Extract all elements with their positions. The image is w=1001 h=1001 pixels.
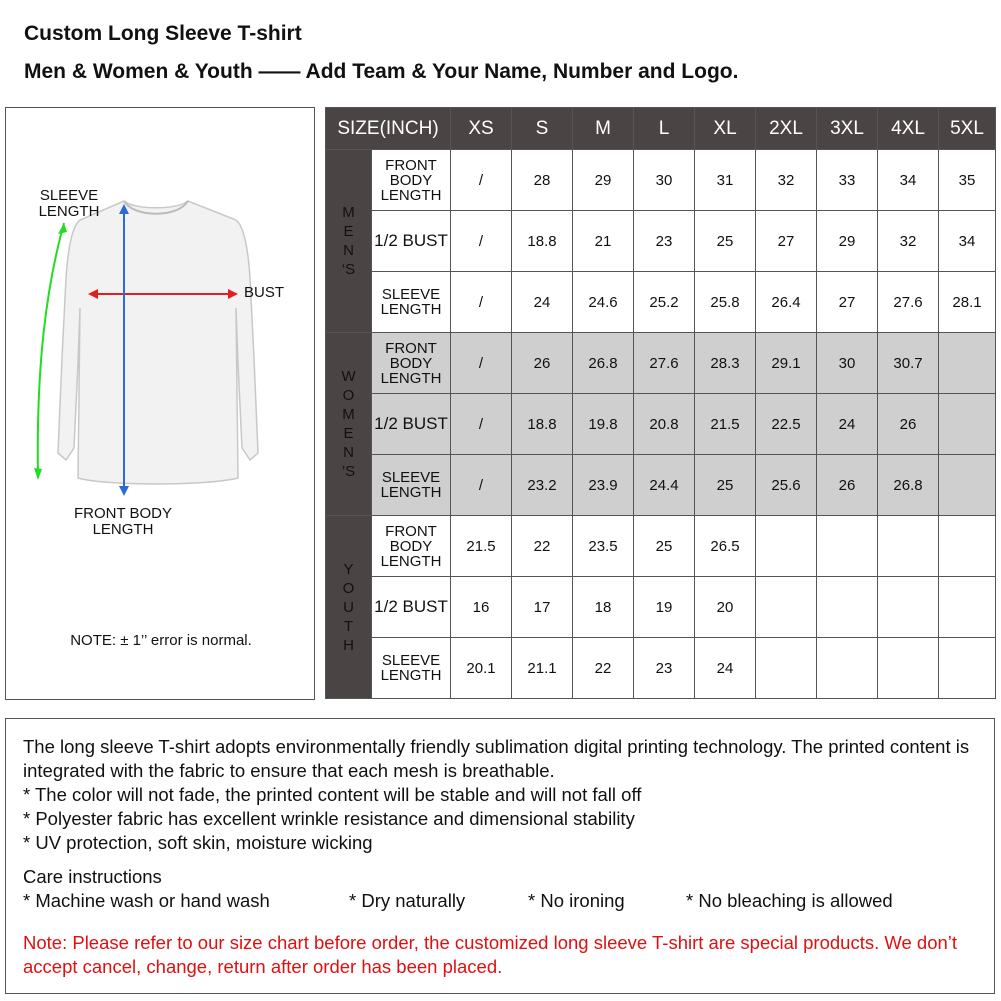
size-value-cell: 28.3 bbox=[695, 333, 756, 394]
size-value-cell bbox=[756, 516, 817, 577]
size-value-cell bbox=[939, 333, 996, 394]
size-value-cell: 23.5 bbox=[573, 516, 634, 577]
size-value-cell: 31 bbox=[695, 150, 756, 211]
size-value-cell: 23 bbox=[634, 211, 695, 272]
size-row bbox=[326, 333, 996, 394]
size-row bbox=[326, 394, 996, 455]
care-instructions-title: Care instructions bbox=[23, 866, 162, 887]
size-value-cell: 23.9 bbox=[573, 455, 634, 516]
size-value-cell: 16 bbox=[451, 577, 512, 638]
size-column-header: XL bbox=[695, 108, 756, 150]
size-value-cell: 18 bbox=[573, 577, 634, 638]
order-warning: Note: Please refer to our size chart before order, the customized long sleeve T-shirt are special products. We don’t accept cancel, change, return after order has been placed. bbox=[23, 932, 958, 977]
care-item: * Machine wash or hand wash bbox=[23, 890, 270, 911]
size-value-cell: 25.6 bbox=[756, 455, 817, 516]
care-item: * No ironing bbox=[528, 890, 625, 911]
size-value-cell bbox=[878, 577, 939, 638]
size-value-cell: 28 bbox=[512, 150, 573, 211]
measurement-label: SLEEVE LENGTH bbox=[372, 638, 451, 699]
size-value-cell: 30.7 bbox=[878, 333, 939, 394]
size-value-cell: 24.6 bbox=[573, 272, 634, 333]
size-inch-header: SIZE(INCH) bbox=[326, 108, 451, 150]
measurement-label: FRONT BODY LENGTH bbox=[372, 516, 451, 577]
size-row bbox=[326, 150, 996, 211]
size-value-cell: 32 bbox=[878, 211, 939, 272]
size-value-cell: 22 bbox=[573, 638, 634, 699]
size-value-cell: 24.4 bbox=[634, 455, 695, 516]
size-value-cell: 34 bbox=[878, 150, 939, 211]
size-value-cell: 28.1 bbox=[939, 272, 996, 333]
error-note: NOTE: ± 1’’ error is normal. bbox=[70, 632, 252, 649]
feature-bullet: * UV protection, soft skin, moisture wicking bbox=[23, 832, 373, 853]
size-value-cell: 20.8 bbox=[634, 394, 695, 455]
size-column-header: 5XL bbox=[939, 108, 996, 150]
size-value-cell: 18.8 bbox=[512, 394, 573, 455]
size-column-header: M bbox=[573, 108, 634, 150]
care-item: * No bleaching is allowed bbox=[686, 890, 893, 911]
measurement-label: 1/2 BUST bbox=[372, 211, 451, 272]
size-value-cell: 23 bbox=[634, 638, 695, 699]
size-value-cell: 19 bbox=[634, 577, 695, 638]
sleeve-length-label: SLEEVE LENGTH bbox=[38, 187, 100, 220]
size-row bbox=[326, 516, 996, 577]
product-info-box bbox=[5, 718, 995, 994]
measurement-label: FRONT BODY LENGTH bbox=[372, 333, 451, 394]
size-value-cell: 25 bbox=[695, 455, 756, 516]
size-value-cell bbox=[817, 577, 878, 638]
size-value-cell: 30 bbox=[817, 333, 878, 394]
size-row bbox=[326, 272, 996, 333]
measurement-label: FRONT BODY LENGTH bbox=[372, 150, 451, 211]
size-value-cell: / bbox=[451, 394, 512, 455]
size-row bbox=[326, 577, 996, 638]
size-value-cell bbox=[817, 516, 878, 577]
size-value-cell bbox=[756, 638, 817, 699]
size-value-cell: 18.8 bbox=[512, 211, 573, 272]
size-value-cell: 27.6 bbox=[878, 272, 939, 333]
size-value-cell bbox=[756, 577, 817, 638]
page-subtitle: Men & Women & Youth —— Add Team & Your Name, Number and Logo. bbox=[24, 60, 739, 83]
size-column-header: 4XL bbox=[878, 108, 939, 150]
size-value-cell bbox=[939, 577, 996, 638]
size-value-cell: 21.1 bbox=[512, 638, 573, 699]
size-value-cell bbox=[939, 455, 996, 516]
size-column-header: 2XL bbox=[756, 108, 817, 150]
front-body-length-label: FRONT BODY LENGTH bbox=[73, 505, 173, 538]
size-value-cell: 29 bbox=[573, 150, 634, 211]
size-value-cell: 23.2 bbox=[512, 455, 573, 516]
size-value-cell: 25 bbox=[634, 516, 695, 577]
size-value-cell: / bbox=[451, 272, 512, 333]
measurement-label: SLEEVE LENGTH bbox=[372, 272, 451, 333]
size-value-cell: 21 bbox=[573, 211, 634, 272]
size-value-cell: 32 bbox=[756, 150, 817, 211]
size-column-header: XS bbox=[451, 108, 512, 150]
size-value-cell: 20.1 bbox=[451, 638, 512, 699]
size-value-cell: 27.6 bbox=[634, 333, 695, 394]
size-value-cell: / bbox=[451, 211, 512, 272]
size-value-cell: 30 bbox=[634, 150, 695, 211]
size-value-cell: 24 bbox=[695, 638, 756, 699]
size-value-cell: 22 bbox=[512, 516, 573, 577]
size-value-cell: 29 bbox=[817, 211, 878, 272]
feature-bullet: * The color will not fade, the printed content will be stable and will not fall off bbox=[23, 784, 642, 805]
size-column-header: 3XL bbox=[817, 108, 878, 150]
size-value-cell: 26.8 bbox=[878, 455, 939, 516]
size-value-cell: 24 bbox=[512, 272, 573, 333]
size-value-cell: 35 bbox=[939, 150, 996, 211]
measurement-label: 1/2 BUST bbox=[372, 577, 451, 638]
size-value-cell bbox=[939, 394, 996, 455]
size-value-cell: 25 bbox=[695, 211, 756, 272]
size-value-cell: 25.8 bbox=[695, 272, 756, 333]
shirt-measurement-figure bbox=[5, 107, 315, 700]
size-value-cell: 26.8 bbox=[573, 333, 634, 394]
size-value-cell: 26 bbox=[512, 333, 573, 394]
size-value-cell: 26.5 bbox=[695, 516, 756, 577]
measurement-label: SLEEVE LENGTH bbox=[372, 455, 451, 516]
product-description: The long sleeve T-shirt adopts environmentally friendly sublimation digital printing technology. The printed content is integrated with the fabric to ensure that each mesh is breathable. bbox=[23, 736, 970, 781]
size-column-header: S bbox=[512, 108, 573, 150]
size-value-cell bbox=[878, 516, 939, 577]
size-value-cell: 25.2 bbox=[634, 272, 695, 333]
size-value-cell bbox=[939, 638, 996, 699]
size-row bbox=[326, 638, 996, 699]
size-value-cell: 27 bbox=[756, 211, 817, 272]
size-value-cell: / bbox=[451, 333, 512, 394]
size-value-cell: 27 bbox=[817, 272, 878, 333]
size-column-header: L bbox=[634, 108, 695, 150]
size-row bbox=[326, 211, 996, 272]
size-row bbox=[326, 455, 996, 516]
bust-label: BUST bbox=[244, 284, 285, 301]
size-value-cell: 22.5 bbox=[756, 394, 817, 455]
group-label: YOUTH bbox=[326, 516, 372, 699]
size-value-cell bbox=[939, 516, 996, 577]
size-value-cell: 19.8 bbox=[573, 394, 634, 455]
size-value-cell: 29.1 bbox=[756, 333, 817, 394]
size-value-cell: / bbox=[451, 455, 512, 516]
size-value-cell: 21.5 bbox=[451, 516, 512, 577]
size-value-cell: 24 bbox=[817, 394, 878, 455]
size-value-cell: / bbox=[451, 150, 512, 211]
size-value-cell: 26 bbox=[817, 455, 878, 516]
size-value-cell: 34 bbox=[939, 211, 996, 272]
size-value-cell: 17 bbox=[512, 577, 573, 638]
group-label: WOMEN’S bbox=[326, 333, 372, 516]
shirt-shape bbox=[58, 201, 258, 484]
measurement-label: 1/2 BUST bbox=[372, 394, 451, 455]
size-chart-table bbox=[325, 107, 996, 699]
size-value-cell: 26 bbox=[878, 394, 939, 455]
page-title: Custom Long Sleeve T-shirt bbox=[24, 22, 302, 45]
size-value-cell: 21.5 bbox=[695, 394, 756, 455]
size-value-cell bbox=[817, 638, 878, 699]
size-value-cell: 26.4 bbox=[756, 272, 817, 333]
group-label: MEN‘S bbox=[326, 150, 372, 333]
size-value-cell: 33 bbox=[817, 150, 878, 211]
size-header-row bbox=[326, 108, 996, 150]
size-table-body bbox=[326, 150, 996, 699]
care-item: * Dry naturally bbox=[349, 890, 466, 911]
feature-bullet: * Polyester fabric has excellent wrinkle resistance and dimensional stability bbox=[23, 808, 635, 829]
size-value-cell: 20 bbox=[695, 577, 756, 638]
size-value-cell bbox=[878, 638, 939, 699]
